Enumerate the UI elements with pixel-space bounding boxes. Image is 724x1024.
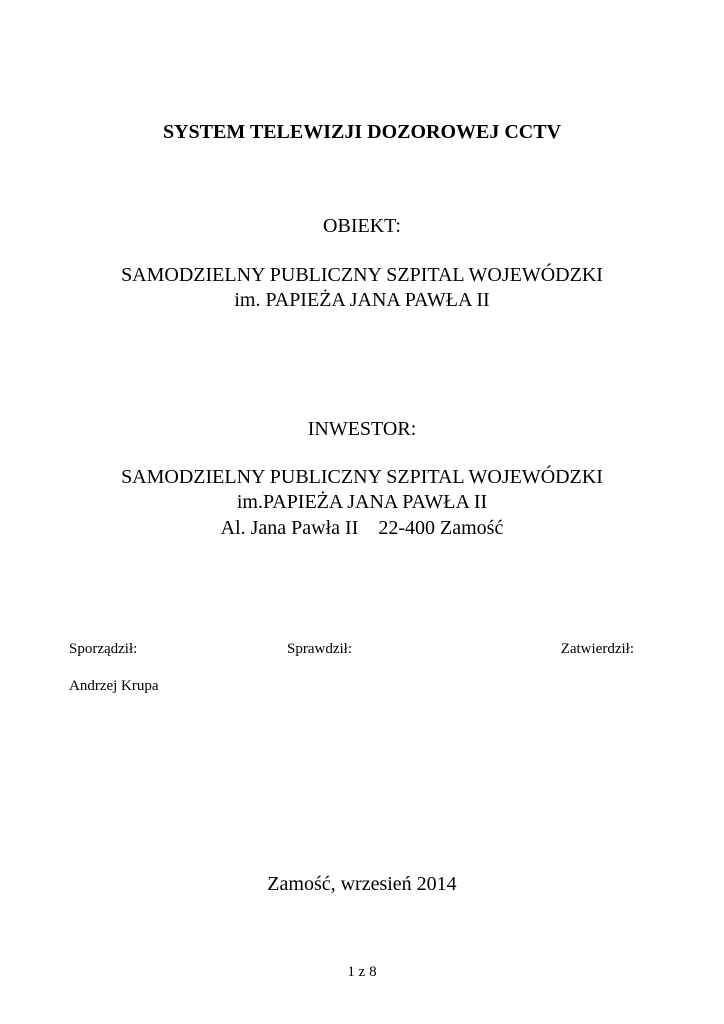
prepared-by-label: Sporządził: (69, 641, 138, 657)
page-number: 1 z 8 (347, 964, 377, 980)
checked-by-label: Sprawdził: (287, 641, 352, 657)
investor-name-line-1: SAMODZIELNY PUBLICZNY SZPITAL WOJEWÓDZKI (121, 466, 603, 488)
investor-name-line-2: im.PAPIEŻA JANA PAWŁA II (236, 491, 488, 513)
object-label: OBIEKT: (323, 215, 401, 237)
object-name-line-1: SAMODZIELNY PUBLICZNY SZPITAL WOJEWÓDZKI (121, 264, 603, 286)
prepared-by-name: Andrzej Krupa (69, 678, 159, 694)
investor-label: INWESTOR: (307, 418, 417, 440)
place-and-date: Zamość, wrzesień 2014 (267, 873, 457, 895)
approved-by-label: Zatwierdził: (560, 641, 634, 657)
document-title: SYSTEM TELEWIZJI DOZOROWEJ CCTV (162, 121, 562, 143)
investor-address: Al. Jana Pawła II 22-400 Zamość (220, 517, 504, 539)
object-name-line-2: im. PAPIEŻA JANA PAWŁA II (234, 289, 490, 311)
